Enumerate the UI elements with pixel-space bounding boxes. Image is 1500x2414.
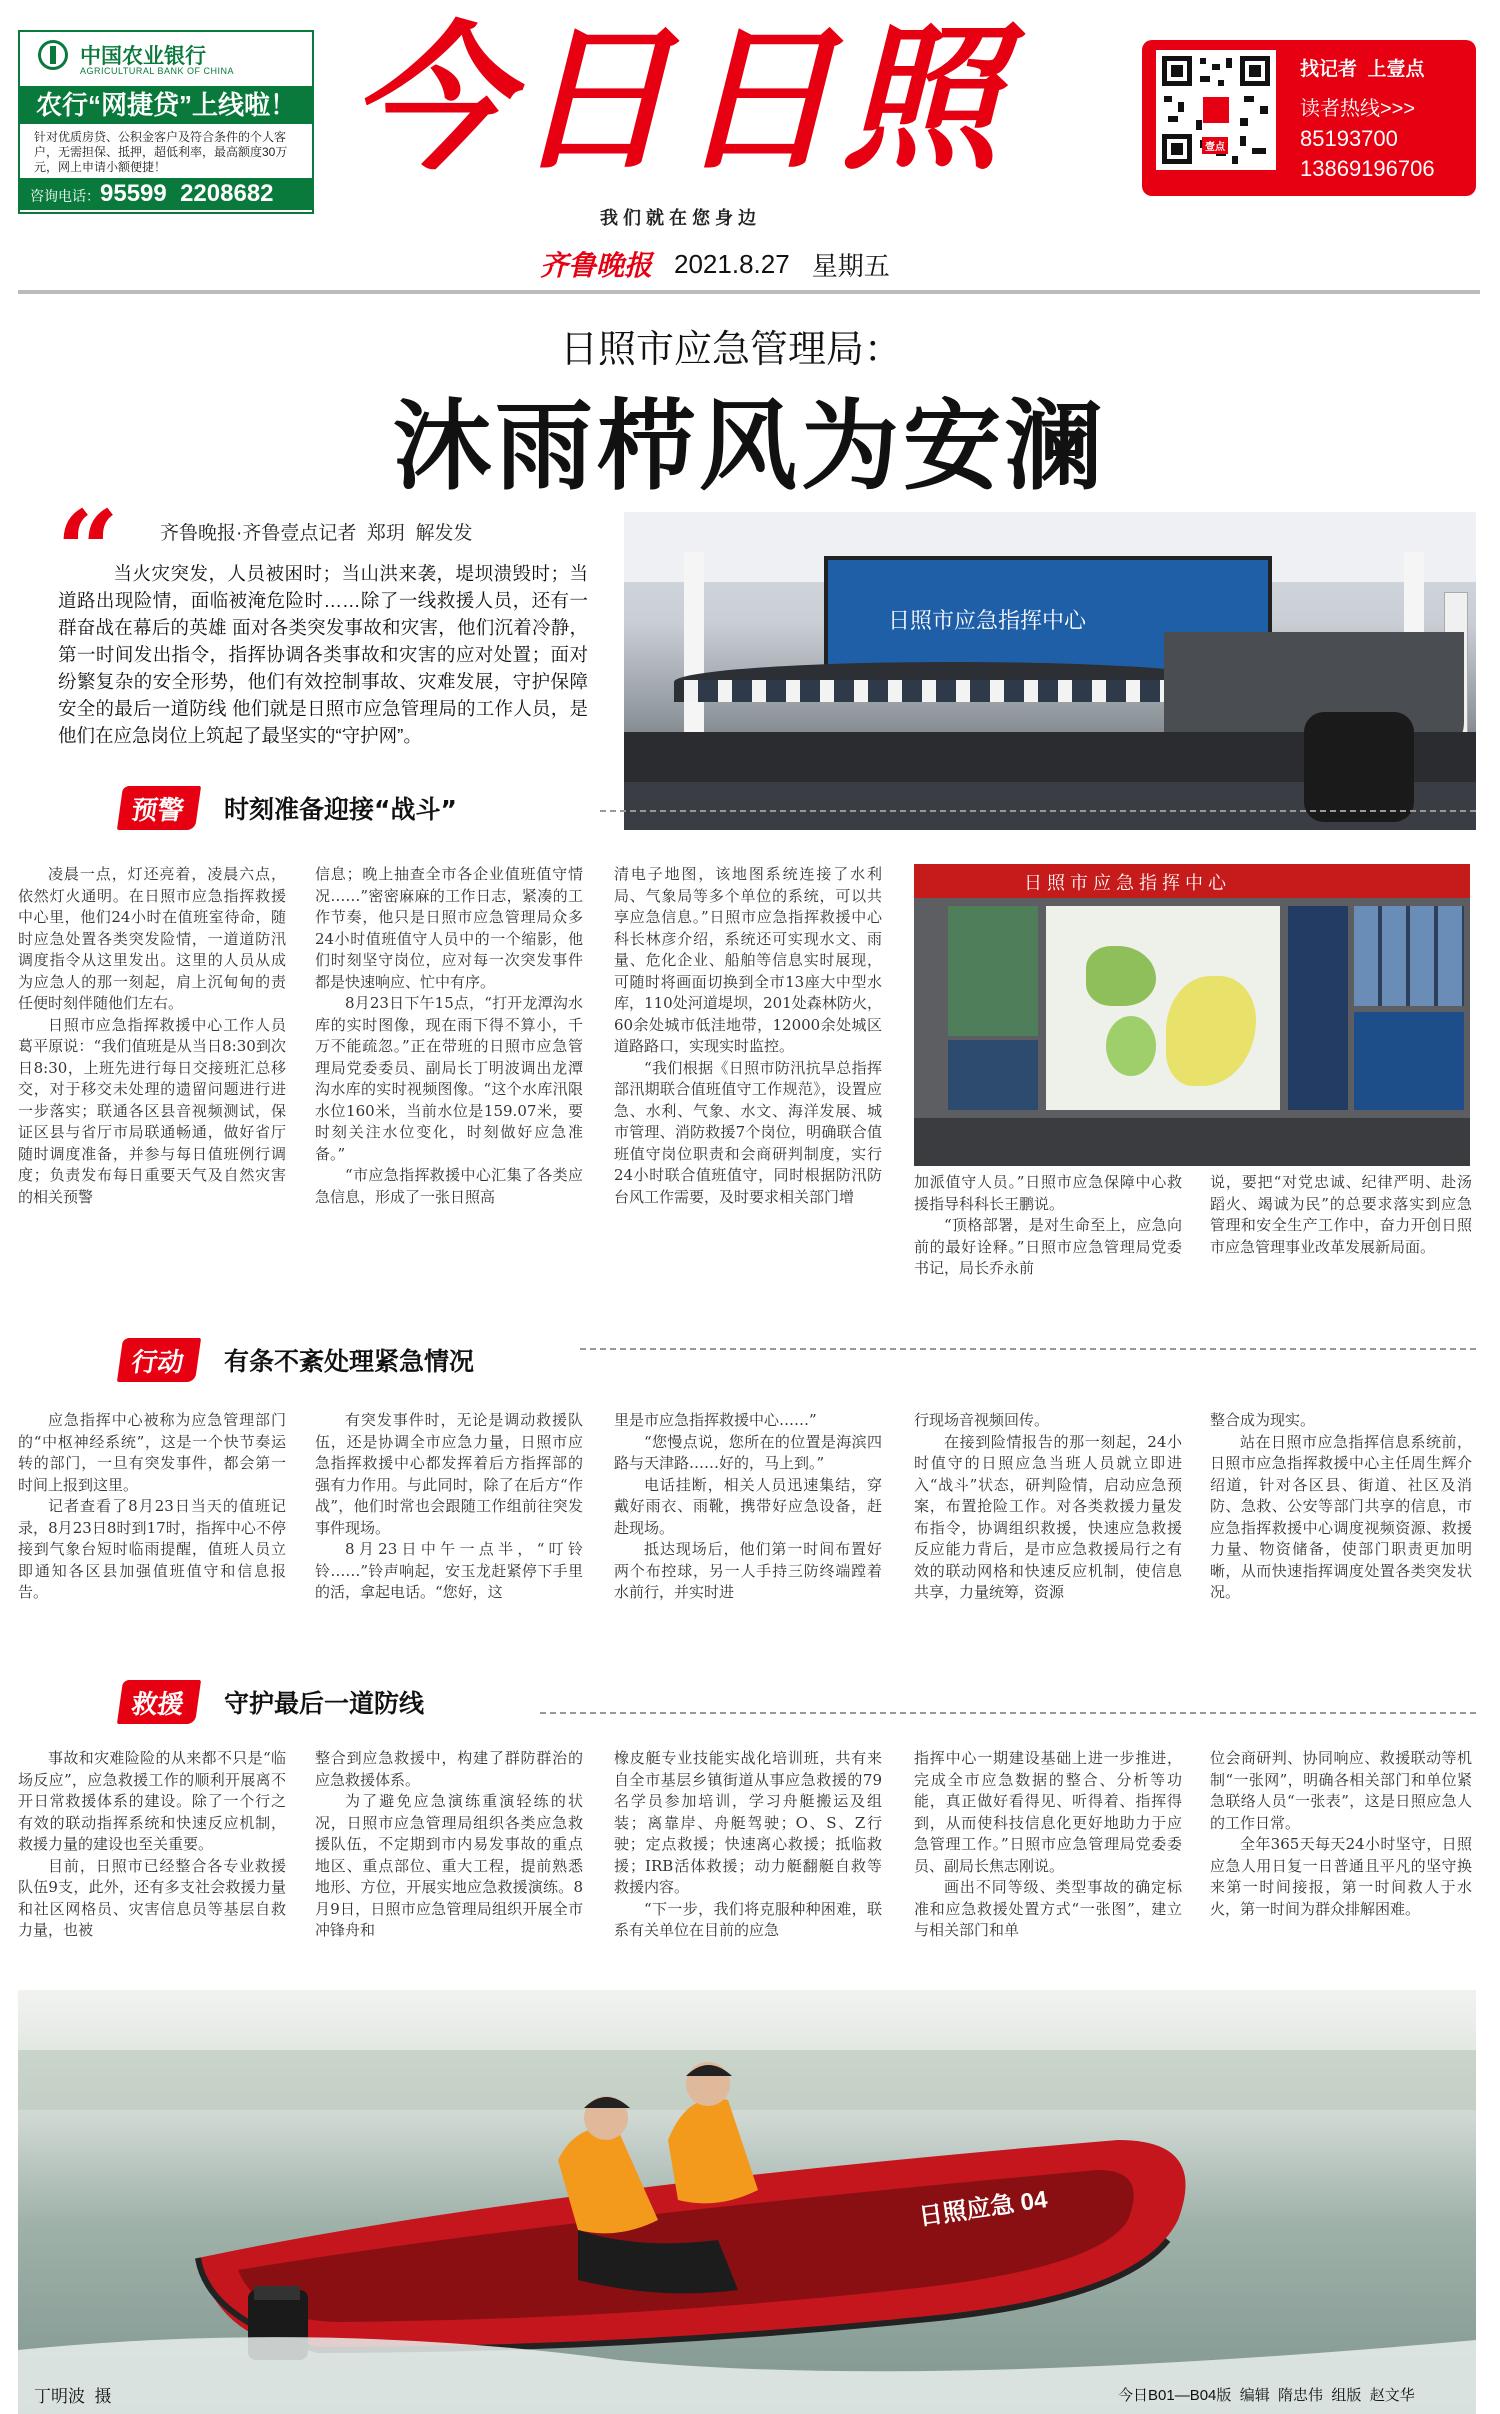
paper-title: 今日日照 (350, 12, 1006, 188)
boat-text: 日照应急 04 (917, 2186, 1050, 2231)
section2-divider (580, 1348, 1476, 1350)
paragraph: 8月23日下午15点，“打开龙潭沟水库的实时图像，现在雨下得不算小，千万不能疏忽。”正在带班的日照市应急管理局党委委员、副局长丁明波调出龙潭沟水库的实时视频图像。“这个水库汛限水位160米，当前水位是159.07米，要时刻关注水位变化，时刻做好应急准备。” (315, 994, 583, 1163)
paragraph: 在接到险情报告的那一刻起，24小时值守的日照应急当班人员就立即进入“战斗”状态，研判险情，启动应急预案，布置抢险工作。对各类救援力量发布指令，协调组织救援，快速应急救援反应能力背后，是市应急救援局行之有效的联动网格和快速反应机制，使信息共享，力量统筹，资源 (914, 1432, 1182, 1601)
publisher: 齐鲁晚报 (540, 249, 653, 282)
boat-illustration (18, 1990, 1476, 2414)
section2-col5 (1210, 1410, 1472, 1650)
paragraph: 加派值守人员。”日照市应急保障中心救援指导科科长王鹏说。 (914, 1173, 1182, 1213)
bank-name-en: AGRICULTURAL BANK OF CHINA (80, 66, 235, 76)
section1-col3 (614, 864, 882, 1304)
paragraph: 行现场音视频回传。 (914, 1411, 1050, 1429)
photo3-credit: 丁明波 摄 (34, 2387, 112, 2406)
paragraph: 里是市应急指挥救援中心……” (614, 1411, 817, 1429)
byline: 齐鲁晚报·齐鲁壹点记者 郑玥 解发发 (160, 523, 473, 544)
hotline-2: 13869196706 (1300, 156, 1435, 181)
weekday: 星期五 (811, 250, 890, 281)
section3-divider (540, 1712, 1476, 1714)
paragraph: 清电子地图，该地图系统连接了水利局、气象局等多个单位的系统，可以共享应急信息。”日照市应急指挥救援中心科长林彦介绍，系统还可实现水文、雨量、危化企业、船舶等信息实时展现，可随时将画面切换到全市13座大中型水库，110处河道堤坝，201处森林防火，60余处城市低洼地带，12000余处城区道路路口，实现实时监控。 (614, 865, 882, 1055)
paragraph: “您慢点说，您所在的位置是海滨四路与天津路……好的，马上到。” (614, 1432, 882, 1472)
paragraph: 整合成为现实。 (1210, 1411, 1316, 1429)
footer-page-info: 今日B01—B04版 编辑 隋忠伟 组版 赵文华 (1118, 2387, 1415, 2404)
dateline (540, 246, 890, 282)
hotline-find: 找记者 上壹点 (1300, 59, 1425, 80)
paragraph: 记者查看了8月23日当天的值班记录，8月23日8时到17时，指挥中心不停接到气象台短时临雨提醒，值班人员立即通知各区县加强值班值守和信息报告。 (18, 1497, 286, 1601)
ad-slogan: 农行“网捷贷”上线啦！ (20, 86, 312, 124)
photo2-screen-text: 日 照 市 应 急 指 挥 中 心 (1024, 873, 1227, 893)
bank-name: 中国农业银行 (80, 45, 206, 68)
paragraph: 电话挂断，相关人员迅速集结，穿戴好雨衣、雨靴，携带好应急设备，赶赴现场。 (614, 1475, 882, 1537)
hotline-1: 85193700 (1300, 126, 1398, 151)
headline-title: 沐雨栉风为安澜 (392, 391, 1107, 501)
bank-ad (18, 30, 314, 214)
paragraph: 事故和灾难险险的从来都不只是“临场反应”，应急救援工作的顺利开展离不开日常救援体系的建设。除了一个行之有效的联动指挥系统和快速反应机制，救援力量的建设也至关重要。 (18, 1749, 286, 1853)
section1-col2 (315, 864, 583, 1304)
lead-paragraph: 当火灾突发，人员被困时；当山洪来袭，堤坝溃毁时；当道路出现险情，面临被淹危险时……除了一线救援人员，还有一群奋战在幕后的英雄 面对各类突发事故和灾害，他们沉着冷静，第一时间发出指令，指挥协调各类事故和灾害的应对处置；面对纷繁复杂的安全形势，他们有效控制事故、灾难发展，守护保障安全的最后一道防线 他们就是日照市应急管理局的工作人员，是他们在应急岗位上筑起了最坚实的“守护网”。 (58, 563, 588, 746)
ad-phone-bar (20, 178, 312, 210)
section1-tag: 预警 (117, 786, 201, 830)
ad-phone: 95599 2208682 (100, 180, 274, 207)
paragraph: “我们根据《日照市防汛抗旱总指挥部汛期联合值班值守工作规范》，设置应急、水利、气象、水文、海洋发展、城市管理、消防救援7个岗位，明确联合值班值守岗位职责和会商研判制度，实行24小时联合值班值守，同时根据防汛防台风工作需要，及时要求相关部门增 (614, 1058, 882, 1206)
section2-col3 (614, 1410, 882, 1650)
section3-col5 (1210, 1748, 1472, 1988)
paragraph: 应急指挥中心被称为应急管理部门的“中枢神经系统”，这是一个快节奏运转的部门，一旦有突发事件，都会第一时间上报到这里。 (18, 1411, 286, 1494)
section1-header (120, 786, 457, 830)
ad-phone-label: 咨询电话： (30, 188, 100, 204)
section3-col3 (614, 1748, 882, 1988)
masthead-rule (18, 290, 1480, 294)
paragraph: 站在日照市应急指挥信息系统前，日照市应急指挥救援中心主任周生辉介绍道，针对各区县、街道、社区及消防、急救、公安等部门共享的信息，市应急指挥救援中心调度视频资源、救援力量、物资储备，使部门职责更加明晰，从而快速指挥调度处置各类突发状况。 (1210, 1432, 1472, 1601)
section3-col2 (315, 1748, 583, 1988)
paragraph: 说，要把“对党忠诚、纪律严明、赴汤蹈火、竭诚为民”的总要求落实到应急管理和安全生产工作中，奋力开创日照市应急管理事业改革发展新局面。 (1210, 1173, 1472, 1256)
section3-col4 (914, 1748, 1182, 1988)
section3-header (120, 1680, 424, 1724)
paragraph: 指挥中心一期建设基础上进一步推进，完成全市应急数据的整合、分析等功能，真正做好看得见、听得着、指挥得到，从而使科技信息化更好地助力于应急管理工作。”日照市应急管理局党委委员、副局长焦志刚说。 (914, 1749, 1182, 1875)
quote-mark-icon: “ (56, 486, 120, 615)
section2-col2 (315, 1410, 583, 1650)
section2-tag: 行动 (117, 1338, 201, 1382)
paragraph: 全年365天每天24小时坚守，日照应急人用日复一日普通且平凡的坚守换来第一时间接报，第一时间救人于水火，第一时间为群众排解困难。 (1210, 1835, 1472, 1918)
paragraph: 橡皮艇专业技能实战化培训班，共有来自全市基层乡镇街道从事应急救援的79名学员参加培训，学习舟艇搬运及组装；离靠岸、舟艇驾驶；O、S、Z行驶；定点救援；快速离心救援；抵临救援；IRB活体救援；动力艇翻艇自救等救援内容。 (614, 1749, 882, 1896)
section1-title: 时刻准备迎接“战斗” (224, 795, 457, 824)
section3-title: 守护最后一道防线 (224, 1689, 425, 1718)
paragraph: 8月23日中午一点半，“叮铃铃……”铃声响起，安玉龙赶紧停下手里的活，拿起电话。“您好，这 (315, 1540, 583, 1601)
section3-tag: 救援 (117, 1680, 201, 1724)
date: 2021.8.27 (674, 248, 790, 279)
section2-header (120, 1338, 474, 1382)
section1-col5 (1210, 1172, 1472, 1304)
paragraph: 画出不同等级、类型事故的确定标准和应急救援处置方式“一张图”，建立与相关部门和单 (914, 1878, 1182, 1939)
paragraph: 信息；晚上抽查全市各企业值班值守情况……”密密麻麻的工作日志，紧凑的工作节奏，他只是日照市应急管理局众多24小时值班值守人员中的一个缩影，他们时刻坚守岗位，应对每一次突发事件都是快速响应、忙中有序。 (315, 865, 583, 991)
section2-col4 (914, 1410, 1182, 1650)
section2-title: 有条不紊处理紧急情况 (224, 1347, 475, 1376)
paragraph: 整合到应急救援中，构建了群防群治的应急救援体系。 (315, 1749, 583, 1789)
section1-col1 (18, 864, 286, 1304)
photo1-caption: 日照市应急指挥中心 (888, 608, 1087, 633)
section2-col1 (18, 1410, 286, 1650)
hotline-box (1142, 40, 1476, 196)
hotline-label: 读者热线>>> (1300, 98, 1416, 120)
paragraph: 日照市应急指挥救援中心工作人员葛平原说：“我们值班是从当日8:30到次日8:30，上班先进行每日交接班汇总移交，对于移交未处理的遗留问题进行进一步落实；联通各区县音视频测试，保证区县与省厅市局联通畅通，做好省厅随时调度准备，并参与每日值班例行调度；负责发布每日重要天气及自然灾害的相关预警 (18, 1015, 286, 1206)
section3-col1 (18, 1748, 286, 1988)
headline-kicker: 日照市应急管理局： (560, 329, 903, 371)
photo-command-center-screen (914, 864, 1470, 1166)
section1-divider (600, 810, 1476, 812)
paragraph: “顶格部署，是对生命至上，应急向前的最好诠释。”日照市应急管理局党委书记，局长乔永前 (914, 1216, 1182, 1277)
photo-command-center-meeting (624, 512, 1476, 830)
section1-col4 (914, 1172, 1182, 1304)
paragraph: 位会商研判、协同响应、救援联动等机制“一张网”，明确各相关部门和单位紧急联络人员“一张表”，这是日照应急人的工作日常。 (1210, 1749, 1472, 1832)
paragraph: 为了避免应急演练重演轻练的状况，日照市应急管理局组织各类应急救援队伍，不定期到市内易发事故的重点地区、重点部位、重大工程，提前熟悉地形、方位，开展实地应急救援演练。8月9日，日照市应急管理局组织开展全市冲锋舟和 (315, 1792, 583, 1939)
slogan: 我 们 就 在 您 身 边 (600, 208, 757, 228)
paragraph: 抵达现场后，他们第一时间布置好两个布控球，另一人手持三防终端蹚着水前行，并实时进 (614, 1540, 882, 1601)
paragraph: 有突发事件时，无论是调动救援队伍，还是协调全市应急力量，日照市应急指挥救援中心都发挥着后方指挥部的强有力作用。与此同时，除了在后方“作战”，他们时常也会跟随工作组前往突发事件现场。 (315, 1411, 583, 1537)
paragraph: “市应急指挥救援中心汇集了各类应急信息，形成了一张日照高 (315, 1166, 583, 1206)
paragraph: 凌晨一点，灯还亮着，凌晨六点，依然灯火通明。在日照市应急指挥救援中心里，他们24小时在值班室待命，随时应急处置各类突发险情，一道道防汛调度指令从这里发出。这里的人员从成为应急人的那一刻起，肩上沉甸甸的责任便时刻伴随他们左右。 (18, 865, 286, 1012)
ad-body: 针对优质房贷、公积金客户及符合条件的个人客户，无需担保、抵押，超低利率，最高额度30万元，网上申请小额便捷！ (34, 130, 288, 174)
paragraph: “下一步，我们将克服种种困难，联系有关单位在目前的应急 (614, 1899, 882, 1939)
paragraph: 目前，日照市已经整合各专业救援队伍9支，此外，还有多支社会救援力量和社区网格员、灾害信息员等基层自救力量，也被 (18, 1856, 286, 1939)
bank-logo-icon (38, 40, 68, 70)
photo-rescue-boat (18, 1990, 1476, 2414)
qr-caption: 壹点 (1202, 137, 1228, 154)
